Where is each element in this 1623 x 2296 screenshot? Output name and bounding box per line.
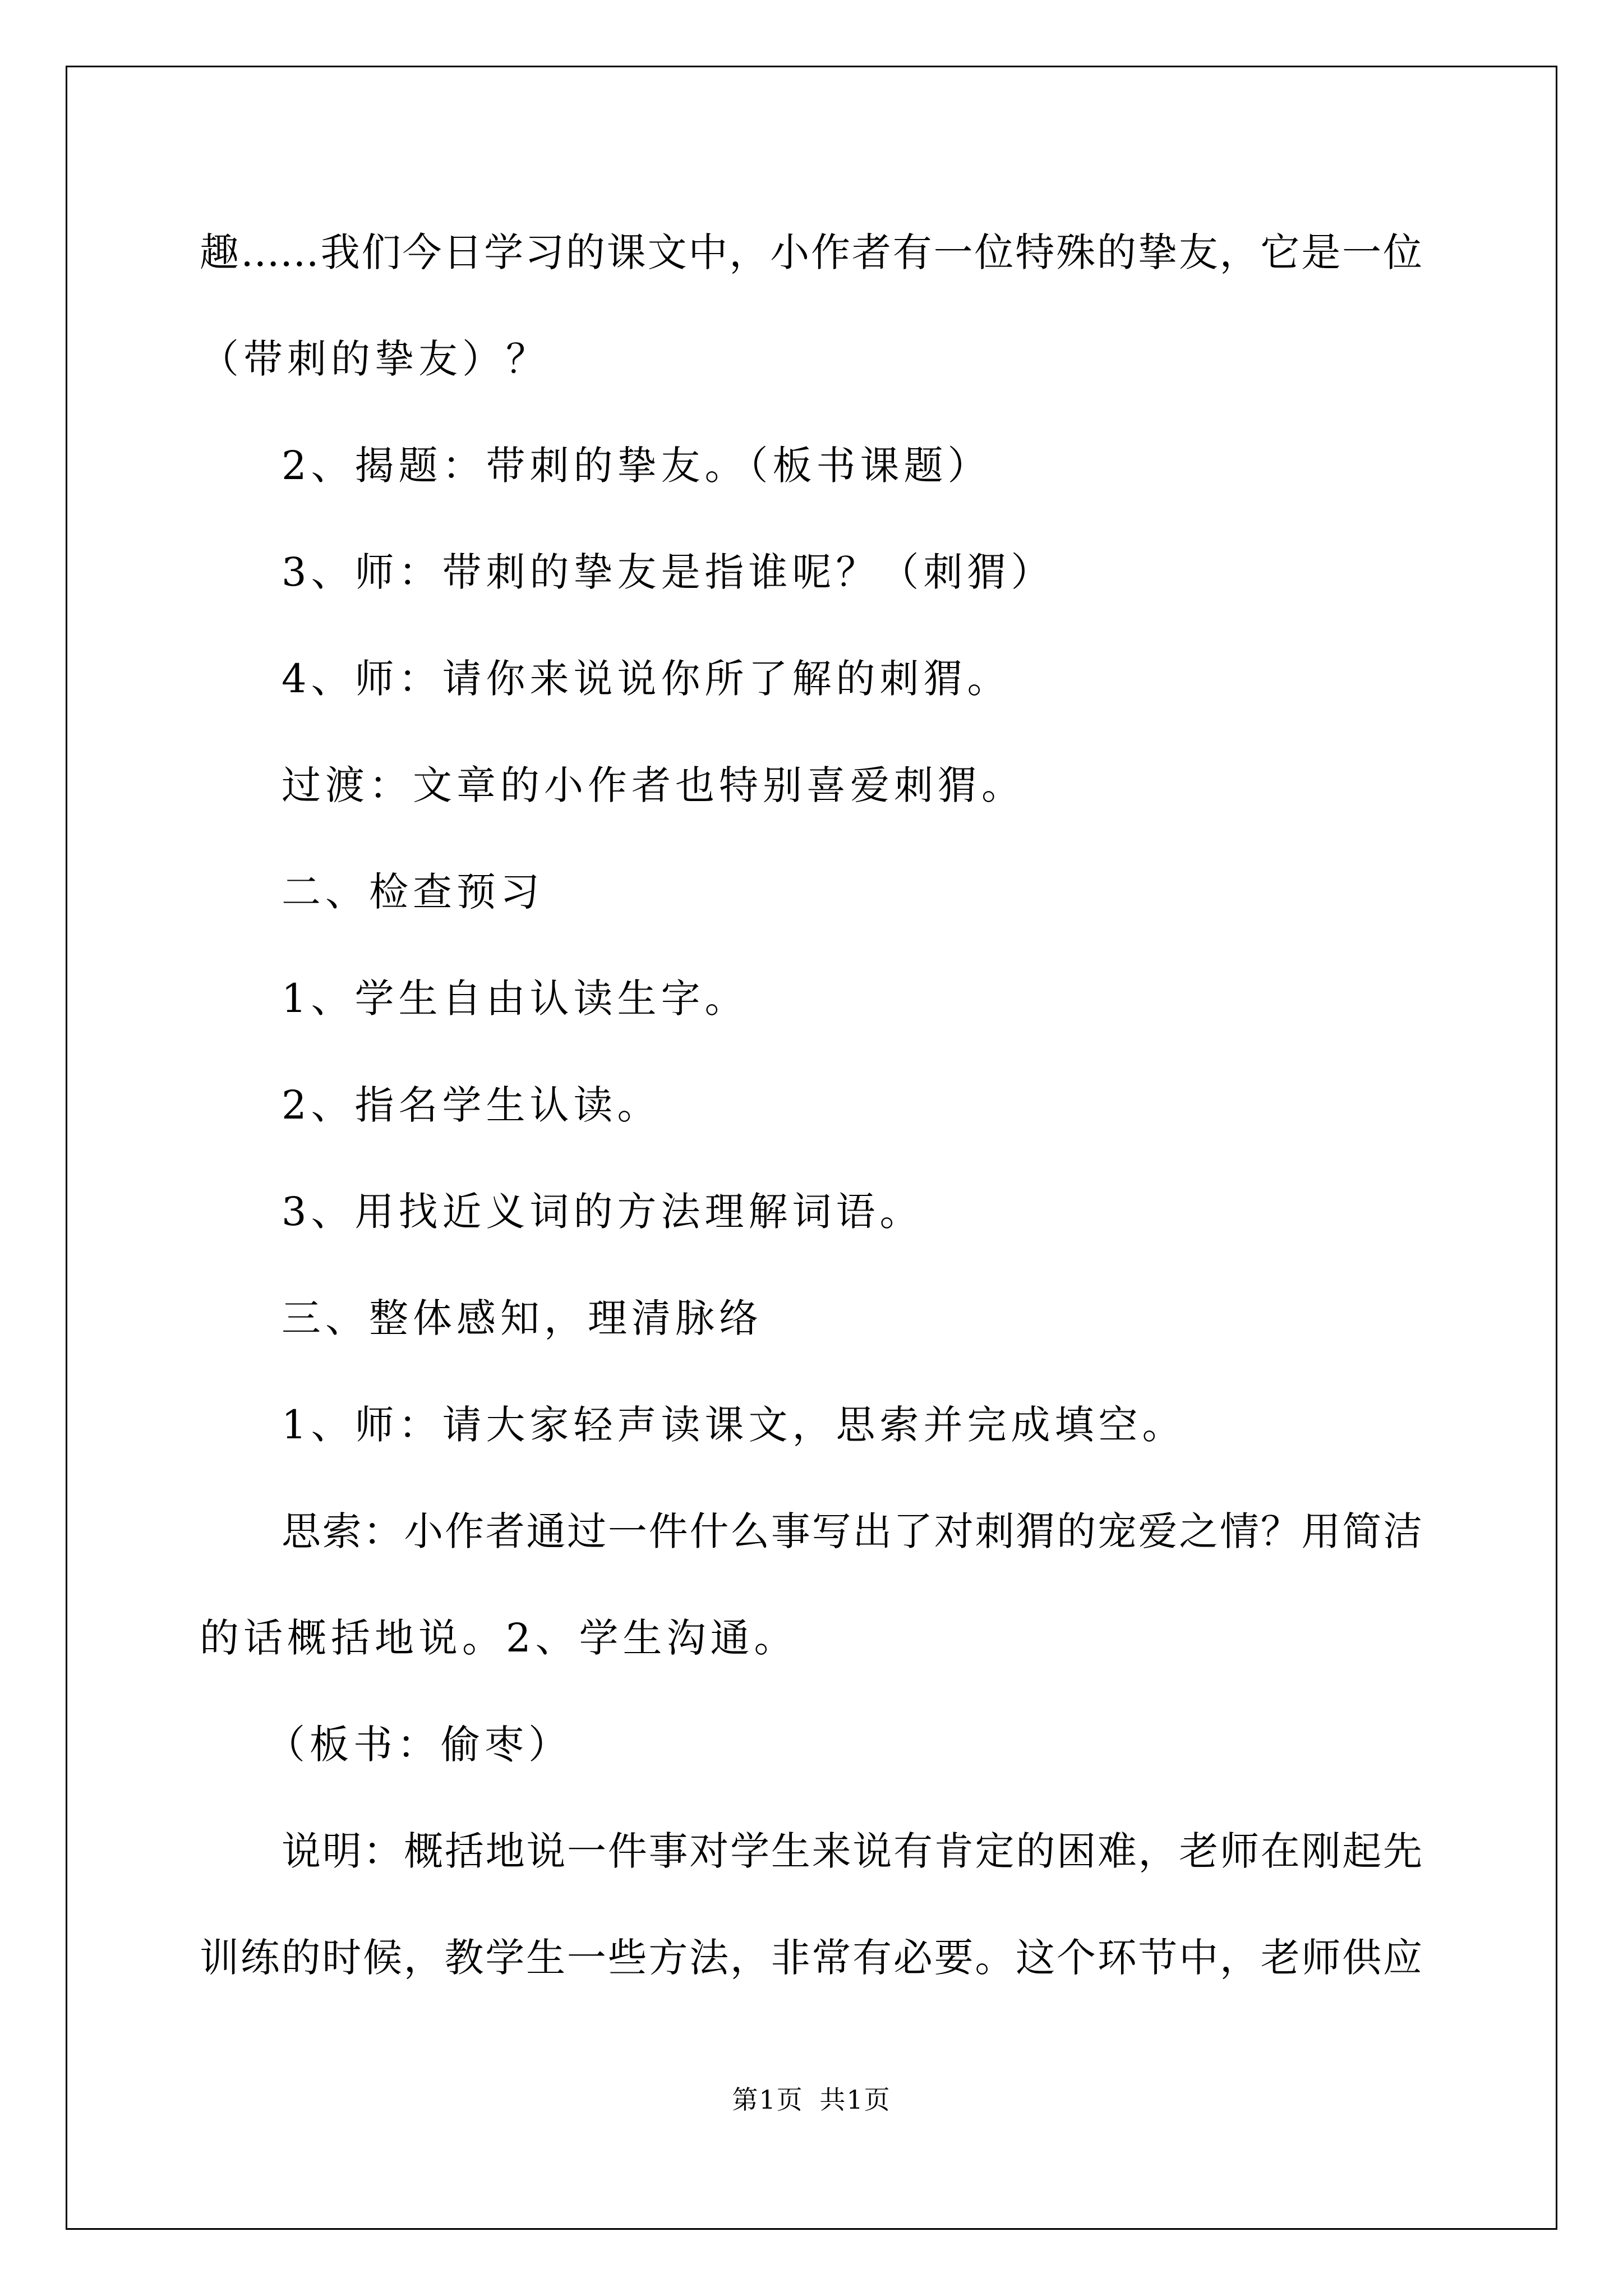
text-line: 说明：概括地说一件事对学生来说有肯定的困难，老师在刚起先 [282, 1828, 1422, 1874]
text-line: 训练的时候，教学生一些方法，非常有必要。这个环节中，老师供应 [200, 1935, 1422, 1981]
page-number: 第1页 [732, 2085, 804, 2115]
section-heading: 三、整体感知，理清脉络 [282, 1295, 763, 1341]
text-line: 2、揭题：带刺的挚友。（板书课题） [282, 443, 992, 489]
text-line: 趣……我们今日学习的课文中，小作者有一位特殊的挚友，它是一位 [200, 229, 1422, 275]
text-line: 3、师：带刺的挚友是指谁呢？（刺猬） [282, 549, 1055, 595]
text-line: 3、用找近义词的方法理解词语。 [282, 1189, 924, 1235]
text-line: （带刺的挚友）？ [200, 336, 550, 382]
text-line: 过渡：文章的小作者也特别喜爱刺猬。 [282, 762, 1025, 808]
text-line: 的话概括地说。2、学生沟通。 [200, 1615, 798, 1661]
text-line: 2、指名学生认读。 [282, 1082, 661, 1128]
page-footer [0, 2080, 1623, 2119]
text-line: 1、师：请大家轻声读课文，思索并完成填空。 [282, 1402, 1186, 1448]
text-line: 4、师：请你来说说你所了解的刺猬。 [282, 656, 1011, 702]
section-heading: 二、检查预习 [282, 869, 544, 915]
text-line: 1、学生自由认读生字。 [282, 976, 749, 1022]
text-line: （板书：偷枣） [266, 1722, 572, 1768]
page-total: 共1页 [819, 2085, 891, 2115]
text-line: 思索：小作者通过一件什么事写出了对刺猬的宠爱之情？用简洁 [282, 1508, 1422, 1554]
